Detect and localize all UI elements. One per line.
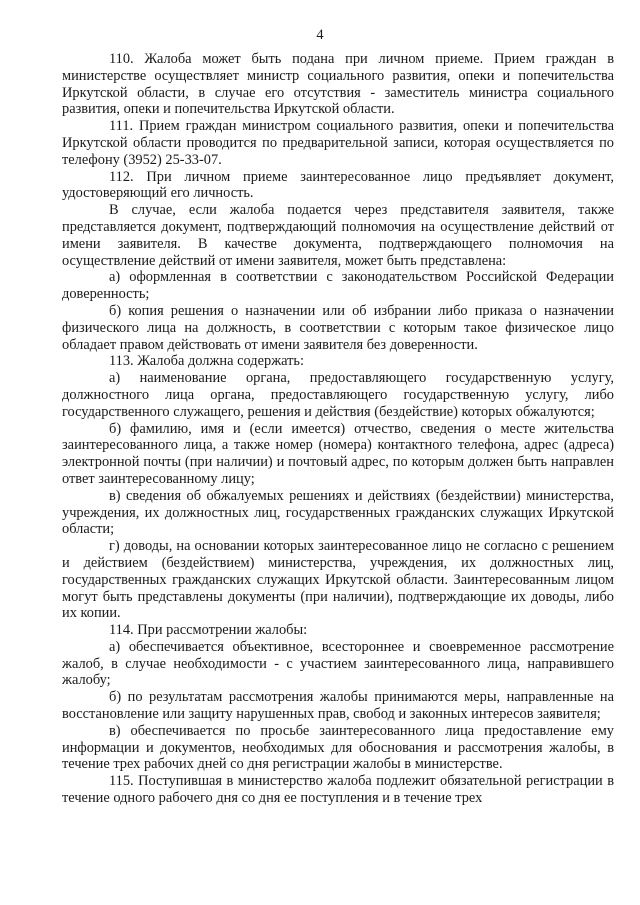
list-item-113-v: в) сведения об обжалуемых решениях и действиях (бездействии) министерства, учреждения, их должностных лиц, государственных гражданских служащих Иркутской области; — [62, 487, 614, 538]
paragraph-112: 112. При личном приеме заинтересованное лицо предъявляет документ, удостоверяющий его личность. — [62, 168, 614, 202]
paragraph-111: 111. Прием граждан министром социального развития, опеки и попечительства Иркутской области проводится по предварительной записи, которая осуществляется по телефону (3952) 25-33-07. — [62, 118, 614, 168]
document-body — [62, 51, 614, 807]
paragraph-114: 114. При рассмотрении жалобы: — [109, 622, 308, 639]
paragraph-110: 110. Жалоба может быть подана при личном приеме. Прием граждан в министерстве осуществляет министр социального развития, опеки и попечительства Иркутской области, в случае его отсутствия - заместитель министра социального развития, опеки и попечительства Иркутской области. — [62, 51, 614, 118]
page-number: 4 — [316, 27, 324, 43]
list-item-113-g: г) доводы, на основании которых заинтересованное лицо не согласно с решением и действием (бездействием) министерства, учреждения, их должностных лиц, государственных гражданских служащих Иркутской области. Заинтересованным лицом могут быть представлены документы (при наличии), подтверждающие их доводы, либо их копии. — [62, 538, 614, 622]
list-item-113-b: б) фамилию, имя и (если имеется) отчество, сведения о месте жительства заинтересованного лица, а также номер (номера) контактного телефона, адрес (адреса) электронной почты (при наличии) и почтовый адрес, по которым должен быть направлен ответ заинтересованному лицу; — [62, 420, 614, 487]
list-item-114-b: б) по результатам рассмотрения жалобы принимаются меры, направленные на восстановление или защиту нарушенных прав, свобод и законных интересов заявителя; — [62, 689, 614, 723]
list-item-113-a: а) наименование органа, предоставляющего государственную услугу, должностного лица органа, предоставляющего государственную услугу, либо государственного служащего, решения и действия (бездействие) которых обжалуются; — [62, 370, 614, 420]
paragraph-113: 113. Жалоба должна содержать: — [109, 353, 304, 370]
list-item-b: б) копия решения о назначении или об избрании либо приказа о назначении физического лица на должность, в соответствии с которым такое физическое лицо обладает правом действовать от имени заявителя без доверенности. — [62, 302, 614, 353]
paragraph-115: 115. Поступившая в министерство жалоба подлежит обязательной регистрации в течение одного рабочего дня со дня ее поступления и в течение трех — [62, 773, 614, 807]
paragraph-representative: В случае, если жалоба подается через представителя заявителя, также представляется документ, подтверждающий полномочия на осуществление действий от имени заявителя. В качестве документа, подтверждающего полномочия на осуществление действий от имени заявителя, может быть представлена: — [62, 202, 614, 269]
list-item-a: а) оформленная в соответствии с законодательством Российской Федерации доверенность; — [62, 269, 614, 303]
list-item-114-v: в) обеспечивается по просьбе заинтересованного лица предоставление ему информации и документов, необходимых для обоснования и рассмотрения жалобы, в течение трех рабочих дней со дня регистрации жалобы в министерстве. — [62, 722, 614, 773]
list-item-114-a: а) обеспечивается объективное, всестороннее и своевременное рассмотрение жалоб, в случае необходимости - с участием заинтересованного лица, направившего жалобу; — [62, 638, 614, 689]
